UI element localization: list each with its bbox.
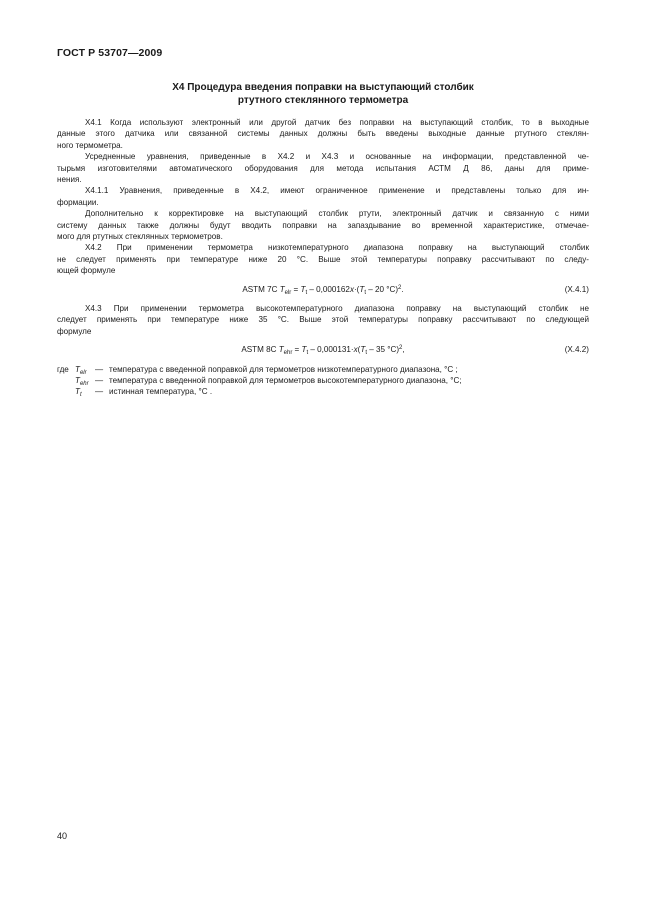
text-line: тырьмя изготовителями автоматического оборудования для метода испытания АСТМ Д 86, даны для приме- [57, 163, 589, 173]
text-line: формации. [57, 197, 99, 207]
text-line: Х4.2 При применении термометра низкотемпературного диапазона поправку на выступающий столбик [85, 243, 589, 253]
page-number: 40 [57, 831, 68, 841]
text-line: нения. [57, 175, 82, 185]
paragraph-averaged-equations [57, 151, 589, 185]
legend-description: истинная температура, °С . [109, 387, 213, 397]
formula-number: (X.4.2) [564, 345, 589, 355]
legend-where-label: где [57, 364, 69, 374]
paragraph-additional-correction [57, 208, 589, 242]
text-line: Усредненные уравнения, приведенные в Х4.2 и Х4.3 и основанные на информации, представленной че- [85, 152, 589, 162]
legend-dash: — [95, 364, 104, 374]
formula-x4-1 [57, 284, 589, 295]
text-line: ющей формуле [57, 266, 116, 276]
legend-row [57, 386, 589, 397]
text-line: Дополнительно к корректировке на выступающий столбик ртути, электронный датчик и связанную с ними [85, 209, 589, 219]
text-line: Х4.1.1 Уравнения, приведенные в Х4.2, имеют ограниченное применение и представлены только для ин- [85, 186, 589, 196]
legend-description: температура с введенной поправкой для термометров низкотемпературного диапазона, °С ; [109, 364, 458, 374]
paragraph-x4-3 [57, 303, 589, 337]
text-line: не следует применять при температуре ниже 20 °С. Выше этой температуры поправку рассчитывают по следу- [57, 254, 589, 264]
legend-description: температура с введенной поправкой для термометров высокотемпературного диапазона, °С; [109, 376, 462, 386]
legend-dash: — [95, 387, 104, 397]
paragraph-x4-1-1 [57, 185, 589, 208]
legend-row [57, 375, 589, 386]
text-line: Х4.1 Когда используют электронный или другой датчик без поправки на выступающий столбик, то в выходные [85, 118, 589, 127]
text-line: мого для ртутных стеклянных термометров. [57, 232, 223, 242]
document-header: ГОСТ Р 53707—2009 [57, 47, 163, 59]
section-title-line-1: Х4 Процедура введения поправки на выступающий столбик [172, 82, 474, 93]
formula-number: (X.4.1) [564, 284, 589, 294]
text-line: систему данных также должны будут вводить поправки на запаздывание во временной характеристике, отмечае- [57, 220, 589, 230]
legend-row [57, 364, 589, 375]
section-title-line-2: ртутного стеклянного термометра [237, 95, 409, 106]
text-line: ного термометра. [57, 140, 123, 150]
body-text [57, 117, 589, 398]
text-line: формуле [57, 326, 92, 336]
legend-symbol: $T_{ehr}$ [75, 376, 89, 388]
formula-x4-2 [57, 344, 589, 355]
symbol-legend [57, 364, 589, 398]
paragraph-x4-2 [57, 242, 589, 276]
legend-symbol: $T_{elr}$ [75, 364, 87, 376]
text-line: следует применять при температуре ниже 35 °С. Выше этой температуры поправку рассчитывают по следующей [57, 315, 589, 325]
section-title [57, 81, 589, 107]
formula-expression: ASTM 7C $T_{elr} = T_t - 0,000162x\cdot(T_t - 20$ °C)$^2$. [242, 284, 404, 296]
text-line: данные этого датчика или связанной системы данных должны быть введены выходные данные ртутного стеклян- [57, 129, 589, 139]
legend-symbol: $T_t$ [75, 387, 82, 399]
formula-expression: ASTM 8C $T_{ehr} = T_t - 0,000131\cdot x(T_t - 35$ °C)$^2$, [241, 345, 405, 357]
legend-dash: — [95, 376, 104, 386]
paragraph-x4-1 [57, 117, 589, 151]
text-line: Х4.3 При применении термометра высокотемпературного диапазона поправку на выступающий столбик не [85, 304, 589, 314]
